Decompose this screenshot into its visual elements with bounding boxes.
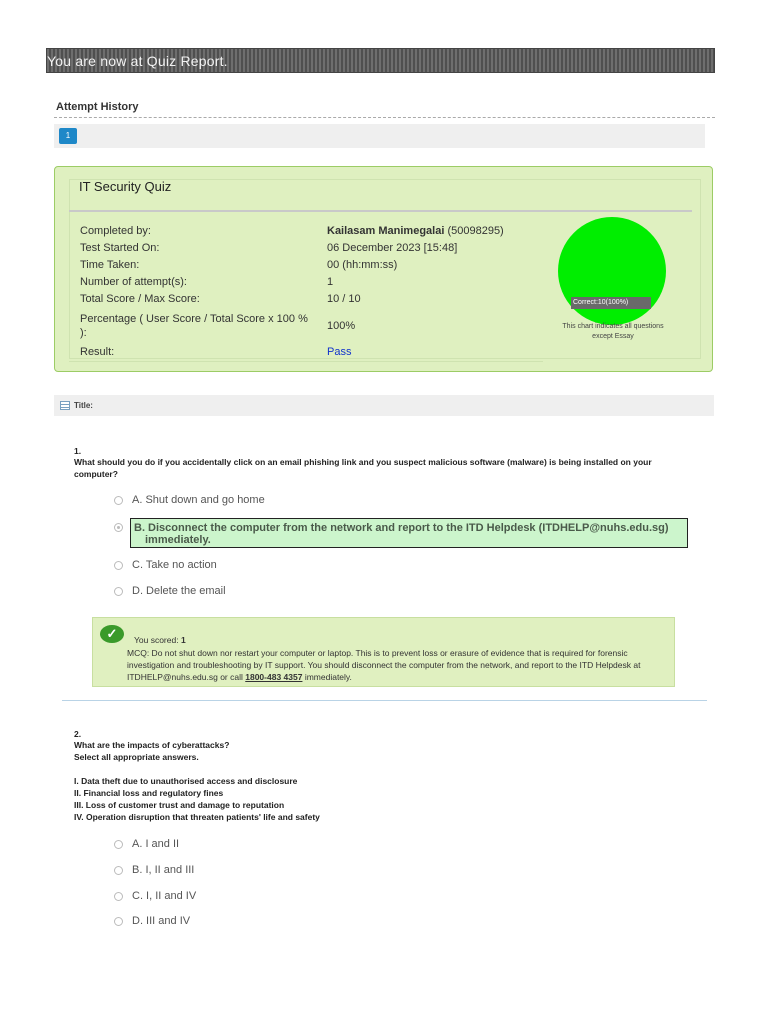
q1-option-b-selected[interactable]: [130, 518, 688, 548]
title-bar: [54, 395, 714, 416]
helpdesk-phone: 1800-483 4357: [245, 672, 303, 682]
completed-by-label: Completed by:: [80, 225, 151, 237]
percentage-value: 100%: [327, 320, 356, 332]
time-taken-label: Time Taken:: [80, 259, 140, 271]
q2-option-a-label: A. I and II: [132, 838, 180, 850]
score-value: 10 / 10: [327, 293, 361, 305]
q2-statement-4: IV. Operation disruption that threaten patients' life and safety: [74, 812, 320, 822]
pie-data-label: Correct:10(100%): [571, 297, 651, 309]
score-line: [134, 635, 186, 645]
q2-statement-3: III. Loss of customer trust and damage to reputation: [74, 800, 285, 810]
question-2-instruction: Select all appropriate answers.: [74, 752, 199, 762]
attempts-value: 1: [327, 276, 334, 288]
table-icon: [60, 401, 70, 410]
attempt-1-button[interactable]: 1: [59, 128, 77, 144]
q1-option-d-label: D. Delete the email: [132, 585, 226, 597]
percentage-label: Percentage ( User Score / Total Score x 100 % ):: [80, 313, 308, 339]
q2-statement-2: II. Financial loss and regulatory fines: [74, 788, 224, 798]
attempt-history-title: Attempt History: [56, 101, 139, 113]
radio-icon[interactable]: [114, 587, 123, 596]
time-taken-value: 00 (hh:mm:ss): [327, 259, 398, 271]
q2-option-c-label: C. I, II and IV: [132, 890, 197, 902]
question-1-text: What should you do if you accidentally click on an email phishing link and you suspect malicious software (malware) is being installed on your computer?: [74, 457, 652, 479]
attempt-history-divider: [54, 117, 715, 118]
test-started-value: 06 December 2023 [15:48]: [327, 242, 458, 254]
radio-icon[interactable]: [114, 866, 123, 875]
q2-statement-1: I. Data theft due to unauthorised access and disclosure: [74, 776, 298, 786]
radio-icon[interactable]: [114, 892, 123, 901]
result-value: Pass: [327, 346, 352, 358]
user-name: Kailasam Manimegalai: [327, 225, 445, 237]
quiz-title: IT Security Quiz: [79, 179, 172, 194]
question-2-text: What are the impacts of cyberattacks?: [74, 740, 230, 750]
radio-icon[interactable]: [114, 840, 123, 849]
title-label: Title:: [74, 401, 93, 410]
result-divider: [69, 361, 543, 362]
score-label: Total Score / Max Score:: [80, 293, 200, 305]
attempts-label: Number of attempt(s):: [80, 276, 187, 288]
radio-icon[interactable]: [114, 561, 123, 570]
scored-label: You scored:: [134, 635, 179, 645]
quiz-title-divider: [69, 210, 692, 212]
completed-by-value: [327, 225, 504, 237]
question-divider: [62, 700, 707, 701]
feedback-tail: immediately.: [304, 672, 352, 682]
page-banner: [46, 48, 715, 73]
q1-option-c-label: C. Take no action: [132, 559, 217, 571]
q1-option-a-label: A. Shut down and go home: [132, 494, 265, 506]
q2-option-d-label: D. III and IV: [132, 915, 191, 927]
feedback-body: MCQ: Do not shut down nor restart your computer or laptop. This is to prevent loss or erasure of evidence that is required for forensic investigation and troubleshooting by IT support. You should disconnect the computer from the network, and report to the ITD Helpdesk at ITDHELP@nuhs.edu.sg or call: [127, 648, 641, 682]
quiz-summary-panel: [54, 166, 713, 372]
test-started-label: Test Started On:: [80, 242, 160, 254]
radio-selected-icon[interactable]: [114, 523, 123, 532]
user-id: (50098295): [447, 225, 504, 237]
q2-option-b-label: B. I, II and III: [132, 864, 195, 876]
question-2-number: 2.: [74, 729, 82, 739]
scored-value: 1: [180, 635, 186, 645]
radio-icon[interactable]: [114, 496, 123, 505]
feedback-text: [127, 647, 667, 683]
attempt-bar: [54, 124, 705, 148]
q1-feedback-panel: [92, 617, 675, 687]
chart-note: This chart indicates all questions except Essay: [562, 323, 664, 340]
checkmark-icon: ✓: [100, 625, 124, 643]
radio-icon[interactable]: [114, 917, 123, 926]
banner-text: You are now at Quiz Report.: [47, 53, 228, 69]
q1-option-b-label: B. Disconnect the computer from the network and report to the ITD Helpdesk (ITDHELP@nuhs.edu.sg) immediately.: [134, 522, 669, 546]
question-1-number: 1.: [74, 446, 82, 456]
result-label: Result:: [80, 346, 115, 358]
